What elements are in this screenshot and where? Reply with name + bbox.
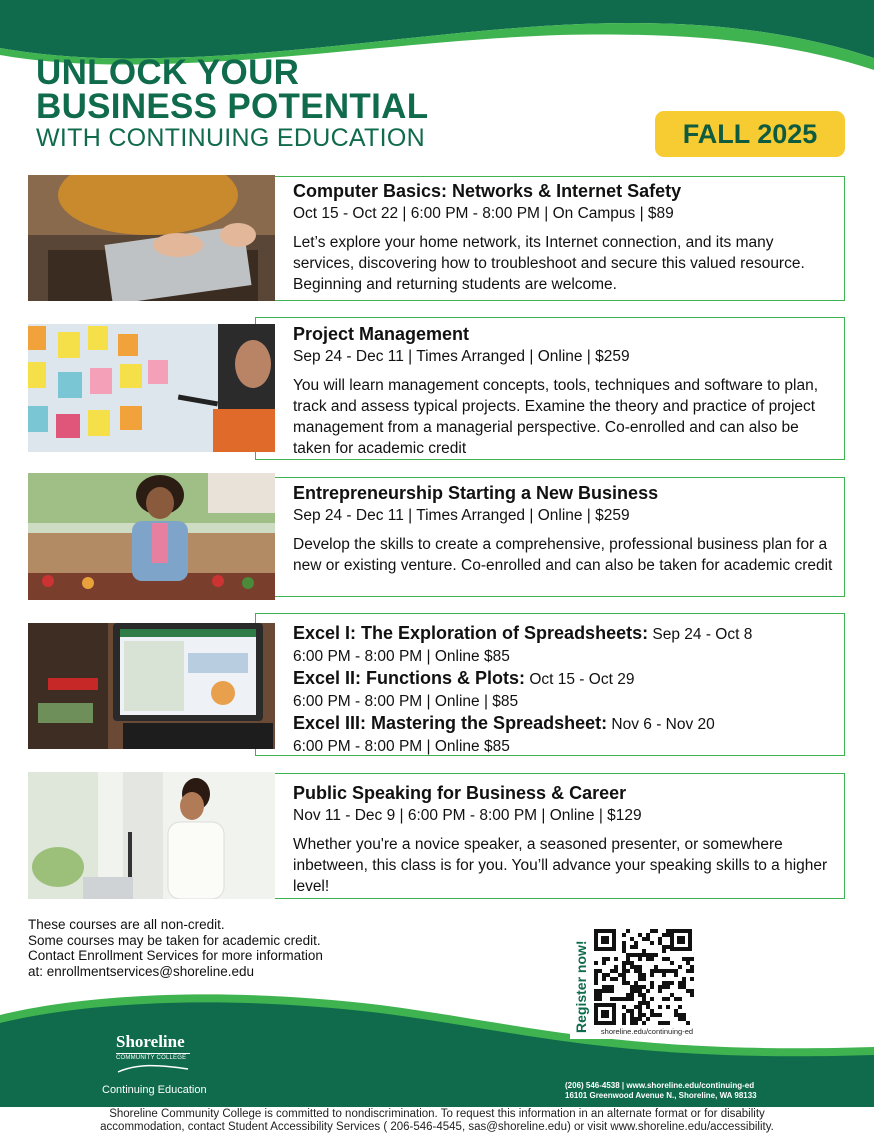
qr-module bbox=[610, 997, 614, 1001]
qr-module bbox=[626, 997, 630, 1001]
qr-module bbox=[686, 989, 690, 993]
qr-module bbox=[650, 997, 654, 1001]
qr-module bbox=[642, 985, 646, 989]
qr-module bbox=[634, 1021, 638, 1025]
course-content-excel bbox=[293, 622, 838, 757]
excel-2-meta: 6:00 PM - 8:00 PM | Online | $85 bbox=[293, 692, 519, 710]
qr-module bbox=[634, 965, 638, 969]
qr-module bbox=[678, 965, 682, 969]
qr-module bbox=[594, 997, 598, 1001]
qr-module bbox=[670, 981, 674, 985]
qr-module bbox=[630, 1009, 634, 1013]
page-subtitle: WITH CONTINUING EDUCATION bbox=[36, 124, 425, 152]
qr-module bbox=[654, 1013, 658, 1017]
logo-subtitle: COMMUNITY COLLEGE bbox=[116, 1053, 190, 1061]
qr-module bbox=[650, 957, 654, 961]
qr-module bbox=[658, 989, 662, 993]
qr-module bbox=[638, 973, 642, 977]
qr-module bbox=[690, 989, 694, 993]
qr-module bbox=[678, 1017, 682, 1021]
qr-module bbox=[654, 969, 658, 973]
qr-module bbox=[642, 937, 646, 941]
course-meta: Sep 24 - Dec 11 | Times Arranged | Online | $259 bbox=[293, 348, 630, 365]
qr-module bbox=[658, 941, 662, 945]
qr-module bbox=[662, 945, 666, 949]
photo-speaker-podium bbox=[28, 772, 275, 899]
qr-module bbox=[650, 929, 654, 933]
qr-module bbox=[638, 969, 642, 973]
qr-module bbox=[642, 973, 646, 977]
qr-module bbox=[630, 937, 634, 941]
qr-module bbox=[650, 973, 654, 977]
qr-module bbox=[638, 1017, 642, 1021]
qr-module bbox=[662, 981, 666, 985]
qr-module bbox=[666, 945, 670, 949]
course-description: Whether you're a novice speaker, a seasoned presenter, or somewhere inbetween, this class is for you. You’ll advance your speaking skills to a higher level! bbox=[293, 836, 828, 895]
qr-module bbox=[666, 933, 670, 937]
logo-name: Shoreline bbox=[116, 1032, 185, 1051]
excel-course-1 bbox=[293, 622, 838, 646]
course-meta: Sep 24 - Dec 11 | Times Arranged | Online | $259 bbox=[293, 507, 630, 524]
qr-module bbox=[674, 997, 678, 1001]
qr-module bbox=[634, 989, 638, 993]
logo-department: Continuing Education bbox=[102, 1084, 207, 1096]
qr-module bbox=[638, 965, 642, 969]
nondiscrimination-statement bbox=[0, 1108, 874, 1134]
qr-module bbox=[614, 965, 618, 969]
qr-module bbox=[650, 953, 654, 957]
qr-module bbox=[686, 1021, 690, 1025]
qr-module bbox=[638, 957, 642, 961]
qr-module bbox=[630, 1021, 634, 1025]
qr-module bbox=[634, 1017, 638, 1021]
qr-module bbox=[682, 1017, 686, 1021]
qr-module bbox=[666, 985, 670, 989]
photo-sticky-notes bbox=[28, 324, 275, 452]
qr-module bbox=[662, 949, 666, 953]
course-description: Let’s explore your home network, its Internet connection, and its many services, discovering how to troubleshoot and secure this valued resource. Beginning and returning students are welcome. bbox=[293, 234, 805, 293]
qr-module bbox=[678, 997, 682, 1001]
qr-module bbox=[642, 993, 646, 997]
register-label bbox=[571, 925, 591, 1035]
qr-module bbox=[594, 973, 598, 977]
qr-module bbox=[606, 985, 610, 989]
qr-module bbox=[622, 961, 626, 965]
qr-module bbox=[614, 957, 618, 961]
qr-module bbox=[594, 993, 598, 997]
course-content-computer-basics bbox=[293, 180, 838, 295]
course-meta: Oct 15 - Oct 22 | 6:00 PM - 8:00 PM | On Campus | $89 bbox=[293, 205, 674, 222]
excel-3-title: Excel III: Mastering the Spreadsheet: bbox=[293, 713, 608, 733]
excel-course-3 bbox=[293, 712, 838, 736]
qr-module bbox=[686, 961, 690, 965]
qr-module bbox=[622, 965, 626, 969]
qr-module bbox=[646, 957, 650, 961]
qr-module bbox=[662, 985, 666, 989]
course-content-public-speaking bbox=[293, 782, 838, 897]
qr-module bbox=[682, 1013, 686, 1017]
course-title: Computer Basics: Networks & Internet Safety bbox=[293, 181, 682, 201]
contact-line-2: 16101 Greenwood Avenue N., Shoreline, WA 98133 bbox=[565, 1091, 757, 1100]
qr-module bbox=[602, 985, 606, 989]
qr-module bbox=[678, 981, 682, 985]
qr-module bbox=[614, 969, 618, 973]
excel-2-dates: Oct 15 - Oct 29 bbox=[529, 671, 635, 688]
qr-url: shoreline.edu/continuing-ed bbox=[600, 1027, 694, 1036]
qr-module bbox=[646, 989, 650, 993]
qr-module bbox=[638, 953, 642, 957]
qr-module bbox=[650, 1009, 654, 1013]
qr-module bbox=[642, 1013, 646, 1017]
qr-module bbox=[654, 953, 658, 957]
qr-module bbox=[654, 965, 658, 969]
qr-module bbox=[658, 969, 662, 973]
qr-module bbox=[646, 937, 650, 941]
qr-module bbox=[638, 1005, 642, 1009]
shoreline-logo bbox=[116, 1032, 190, 1075]
qr-module bbox=[642, 1001, 646, 1005]
qr-module bbox=[686, 969, 690, 973]
qr-module bbox=[686, 957, 690, 961]
qr-module bbox=[646, 1001, 650, 1005]
qr-module bbox=[610, 977, 614, 981]
qr-module bbox=[666, 1021, 670, 1025]
qr-module bbox=[666, 1005, 670, 1009]
qr-module bbox=[610, 969, 614, 973]
qr-module bbox=[658, 937, 662, 941]
qr-module bbox=[650, 941, 654, 945]
qr-module bbox=[626, 953, 630, 957]
season-badge: FALL 2025 bbox=[655, 111, 845, 157]
qr-module bbox=[662, 997, 666, 1001]
qr-module bbox=[678, 985, 682, 989]
course-description: Develop the skills to create a comprehensive, professional business plan for a new or existing venture. Co-enrolled and can also be taken for academic credit bbox=[293, 536, 833, 574]
register-now-text: Register now! bbox=[573, 940, 589, 1033]
qr-module bbox=[598, 969, 602, 973]
qr-module bbox=[634, 985, 638, 989]
qr-module bbox=[622, 973, 626, 977]
qr-module bbox=[662, 973, 666, 977]
qr-module bbox=[662, 957, 666, 961]
qr-module bbox=[658, 1005, 662, 1009]
course-title: Project Management bbox=[293, 324, 470, 344]
qr-module bbox=[658, 1021, 662, 1025]
qr-module bbox=[638, 1001, 642, 1005]
qr-module bbox=[658, 1013, 662, 1017]
qr-module bbox=[622, 941, 626, 945]
qr-module bbox=[682, 977, 686, 981]
qr-module bbox=[614, 977, 618, 981]
qr-module bbox=[626, 969, 630, 973]
contact-line-1: (206) 546-4538 | www.shoreline.edu/continuing-ed bbox=[565, 1081, 755, 1090]
qr-module bbox=[638, 985, 642, 989]
qr-module bbox=[662, 933, 666, 937]
qr-module bbox=[622, 933, 626, 937]
course-title: Entrepreneurship Starting a New Business bbox=[293, 483, 659, 503]
qr-module bbox=[670, 969, 674, 973]
qr-module bbox=[630, 985, 634, 989]
wave-mark-icon bbox=[116, 1063, 190, 1075]
qr-module bbox=[678, 1013, 682, 1017]
qr-module bbox=[622, 945, 626, 949]
qr-module bbox=[674, 969, 678, 973]
qr-module bbox=[594, 969, 598, 973]
title-line-1: UNLOCK YOUR bbox=[36, 53, 300, 92]
qr-module bbox=[630, 961, 634, 965]
qr-module bbox=[638, 993, 642, 997]
qr-module bbox=[594, 989, 598, 993]
page-title bbox=[36, 53, 429, 126]
qr-module bbox=[638, 933, 642, 937]
qr-module bbox=[630, 953, 634, 957]
qr-module bbox=[690, 965, 694, 969]
qr-module bbox=[666, 969, 670, 973]
excel-1-meta: 6:00 PM - 8:00 PM | Online $85 bbox=[293, 647, 510, 665]
excel-3-meta: 6:00 PM - 8:00 PM | Online $85 bbox=[293, 737, 510, 755]
title-line-2: BUSINESS POTENTIAL bbox=[36, 87, 429, 126]
qr-module bbox=[630, 1017, 634, 1021]
excel-1-dates: Sep 24 - Oct 8 bbox=[652, 626, 753, 643]
qr-module bbox=[626, 981, 630, 985]
qr-module bbox=[666, 997, 670, 1001]
excel-2-title: Excel II: Functions & Plots: bbox=[293, 668, 526, 688]
qr-module bbox=[598, 997, 602, 1001]
qr-module bbox=[610, 989, 614, 993]
qr-module bbox=[602, 961, 606, 965]
qr-module bbox=[606, 989, 610, 993]
qr-module bbox=[674, 1009, 678, 1013]
qr-module bbox=[650, 1013, 654, 1017]
qr-module bbox=[662, 969, 666, 973]
qr-module bbox=[622, 1005, 626, 1009]
note-line-3: Contact Enrollment Services for more information bbox=[28, 948, 323, 963]
qr-module bbox=[626, 929, 630, 933]
qr-module bbox=[634, 969, 638, 973]
qr-module bbox=[630, 997, 634, 1001]
qr-module bbox=[622, 969, 626, 973]
qr-module bbox=[642, 1021, 646, 1025]
qr-module bbox=[650, 981, 654, 985]
qr-module bbox=[622, 997, 626, 1001]
qr-module bbox=[602, 957, 606, 961]
qr-module bbox=[618, 997, 622, 1001]
note-line-2: Some courses may be taken for academic credit. bbox=[28, 932, 321, 948]
qr-module bbox=[674, 1013, 678, 1017]
qr-module bbox=[642, 953, 646, 957]
photo-market-vendor bbox=[28, 473, 275, 600]
qr-module bbox=[626, 1009, 630, 1013]
qr-module bbox=[654, 929, 658, 933]
qr-module bbox=[646, 953, 650, 957]
qr-module bbox=[622, 1021, 626, 1025]
qr-module bbox=[594, 981, 598, 985]
qr-module bbox=[594, 977, 598, 981]
qr-module bbox=[630, 1013, 634, 1017]
qr-module bbox=[646, 1017, 650, 1021]
course-description: You will learn management concepts, tools, techniques and software to plan, track and assess typical projects. Examine the theory and practice of project management from a managerial perspective. Co-enrolled and can also be taken for academic credit bbox=[293, 377, 819, 457]
qr-module bbox=[634, 981, 638, 985]
qr-module bbox=[606, 957, 610, 961]
qr-module bbox=[630, 989, 634, 993]
qr-module bbox=[626, 961, 630, 965]
qr-module bbox=[634, 953, 638, 957]
qr-module bbox=[690, 957, 694, 961]
excel-3-dates: Nov 6 - Nov 20 bbox=[611, 716, 715, 733]
qr-module bbox=[614, 997, 618, 1001]
qr-module bbox=[674, 973, 678, 977]
qr-module bbox=[678, 1005, 682, 1009]
qr-module bbox=[626, 957, 630, 961]
qr-module bbox=[682, 981, 686, 985]
qr-module bbox=[618, 973, 622, 977]
qr-module bbox=[682, 985, 686, 989]
note-line-4: at: enrollmentservices@shoreline.edu bbox=[28, 963, 255, 979]
qr-module bbox=[666, 929, 670, 933]
qr-module bbox=[622, 1017, 626, 1021]
qr-module bbox=[658, 985, 662, 989]
qr-module bbox=[638, 977, 642, 981]
course-title: Public Speaking for Business & Career bbox=[293, 783, 627, 803]
qr-module bbox=[630, 993, 634, 997]
qr-module bbox=[662, 1021, 666, 1025]
qr-module bbox=[626, 993, 630, 997]
qr-module bbox=[666, 957, 670, 961]
qr-module bbox=[610, 985, 614, 989]
course-content-project-management bbox=[293, 323, 838, 459]
qr-module bbox=[638, 1013, 642, 1017]
qr-module bbox=[646, 933, 650, 937]
note-line-1: These courses are all non-credit. bbox=[28, 917, 225, 932]
qr-module bbox=[650, 969, 654, 973]
qr-module bbox=[642, 977, 646, 981]
qr-module bbox=[682, 957, 686, 961]
course-meta: Nov 11 - Dec 9 | 6:00 PM - 8:00 PM | Online | $129 bbox=[293, 807, 642, 824]
qr-module bbox=[670, 993, 674, 997]
qr-module bbox=[690, 969, 694, 973]
qr-module bbox=[602, 973, 606, 977]
qr-module bbox=[642, 997, 646, 1001]
qr-module bbox=[638, 1009, 642, 1013]
qr-module bbox=[634, 1005, 638, 1009]
contact-info bbox=[565, 1081, 757, 1101]
excel-1-title: Excel I: The Exploration of Spreadsheets: bbox=[293, 623, 649, 643]
qr-module bbox=[666, 981, 670, 985]
footer-line-1: Shoreline Community College is committed to nondiscrimination. To request this information in an alternate format or for disability bbox=[109, 1108, 765, 1120]
qr-module bbox=[622, 977, 626, 981]
qr-module bbox=[690, 977, 694, 981]
photo-spreadsheet-laptop bbox=[28, 623, 275, 749]
qr-module bbox=[606, 973, 610, 977]
qr-module bbox=[642, 949, 646, 953]
qr-module bbox=[598, 993, 602, 997]
qr-module bbox=[622, 949, 626, 953]
qr-module bbox=[638, 989, 642, 993]
qr-module bbox=[602, 989, 606, 993]
qr-module bbox=[634, 945, 638, 949]
qr-module bbox=[622, 1013, 626, 1017]
qr-module bbox=[690, 993, 694, 997]
qr-module bbox=[650, 985, 654, 989]
credit-note bbox=[28, 917, 323, 979]
course-content-entrepreneurship bbox=[293, 482, 838, 576]
photo-laptop-typing bbox=[28, 175, 275, 301]
qr-module bbox=[630, 965, 634, 969]
qr-module bbox=[594, 961, 598, 965]
qr-module bbox=[598, 989, 602, 993]
qr-module bbox=[670, 961, 674, 965]
qr-module bbox=[630, 945, 634, 949]
qr-module bbox=[622, 981, 626, 985]
qr-module bbox=[646, 1005, 650, 1009]
qr-module bbox=[602, 977, 606, 981]
qr-module bbox=[634, 941, 638, 945]
qr-code[interactable] bbox=[592, 927, 694, 1027]
footer-line-2: accommodation, contact Student Accessibility Services ( 206-546-4545, sas@shoreline.edu) or visit www.shoreline.edu/accessibility. bbox=[100, 1121, 774, 1133]
excel-course-2 bbox=[293, 667, 838, 691]
